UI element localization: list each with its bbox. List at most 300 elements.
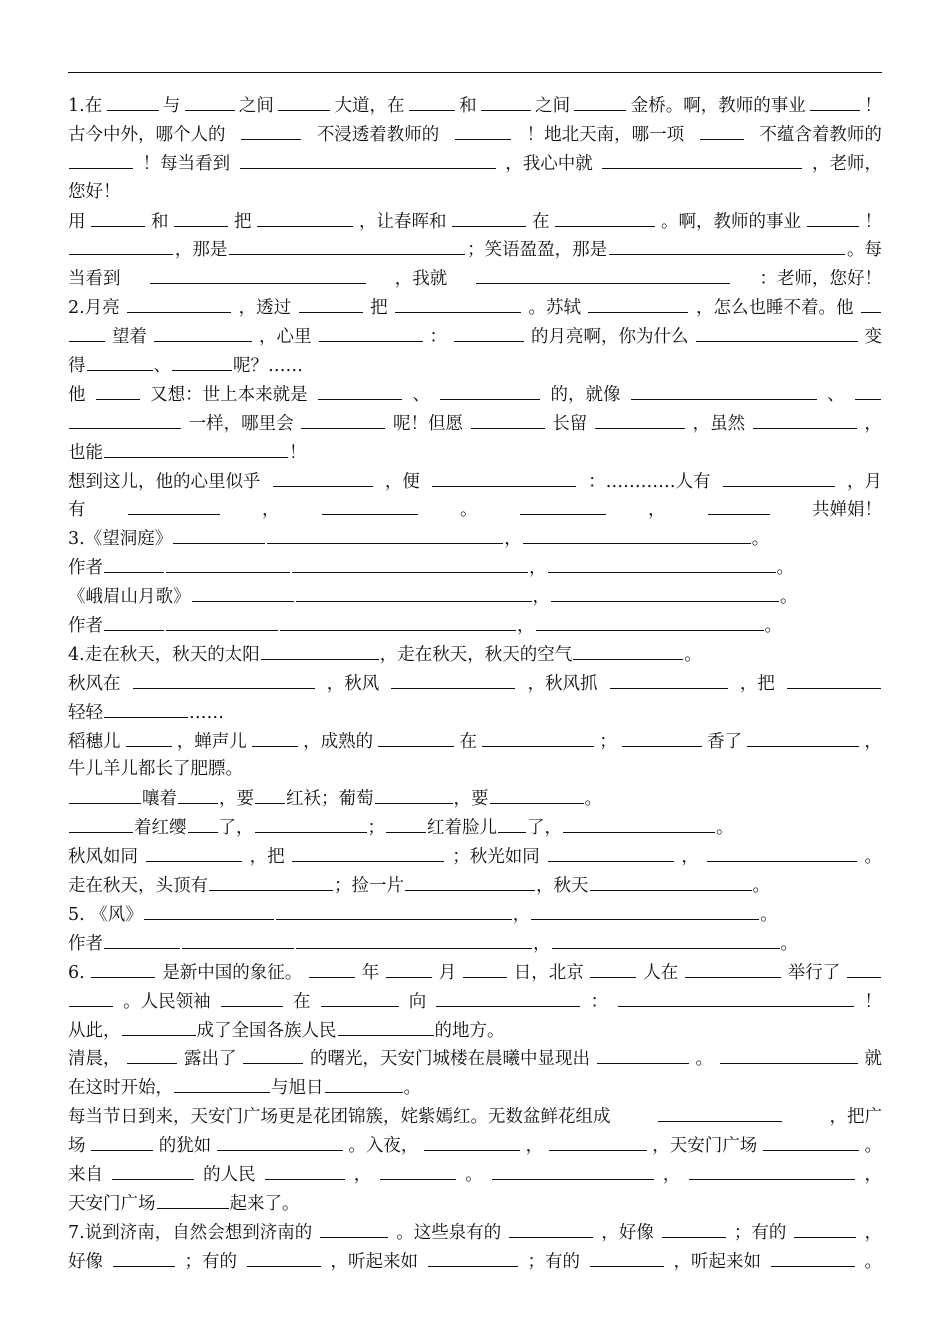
fill-in-blank[interactable]	[428, 1247, 518, 1267]
fill-in-blank[interactable]	[192, 582, 294, 602]
line-text: 。入夜，	[348, 1136, 419, 1157]
fill-in-blank[interactable]	[104, 929, 180, 949]
fill-in-blank[interactable]	[188, 813, 218, 833]
fill-in-blank[interactable]	[128, 495, 220, 515]
line-text: 。	[460, 500, 478, 521]
line-text: ，蝉声儿	[176, 731, 247, 752]
line-text: 望着	[112, 327, 147, 348]
worksheet-line	[68, 640, 882, 669]
line-text: ，走在秋天，秋天的空气	[379, 644, 573, 665]
fill-in-blank[interactable]	[104, 698, 188, 718]
fill-in-blank[interactable]	[221, 987, 283, 1007]
line-text: 。	[684, 644, 702, 665]
line-text: 就	[864, 1049, 882, 1070]
line-text: 也能	[68, 442, 103, 463]
line-text: 。	[403, 1078, 421, 1099]
line-text: 。	[695, 1049, 713, 1070]
fill-in-blank[interactable]	[520, 495, 606, 515]
worksheet-line	[68, 293, 882, 322]
fill-in-blank[interactable]	[424, 1131, 520, 1151]
line-text: 。	[864, 847, 882, 868]
line-text: 在	[532, 211, 550, 232]
fill-in-blank[interactable]	[531, 900, 759, 920]
fill-in-blank[interactable]	[255, 784, 285, 804]
fill-in-blank[interactable]	[144, 900, 274, 920]
line-text: ，	[662, 1164, 681, 1185]
fill-in-blank[interactable]	[174, 207, 228, 227]
line-text: ，把	[249, 847, 285, 868]
line-text: 。	[465, 1164, 483, 1185]
fill-in-blank[interactable]	[747, 727, 859, 747]
fill-in-blank[interactable]	[490, 784, 584, 804]
line-text: 作者	[68, 616, 103, 637]
worksheet-line	[68, 178, 882, 207]
fill-in-blank[interactable]	[172, 351, 232, 371]
line-text: 一样，哪里会	[188, 413, 294, 434]
fill-in-blank[interactable]	[476, 264, 730, 284]
worksheet-line	[68, 438, 882, 467]
line-text: 和	[459, 96, 477, 116]
fill-in-blank[interactable]	[555, 207, 655, 227]
line-text: ，	[864, 1164, 882, 1185]
line-text: 着红缨	[134, 818, 187, 839]
fill-in-blank[interactable]	[104, 438, 288, 458]
fill-in-blank[interactable]	[685, 958, 781, 978]
line-text: 。	[780, 587, 798, 608]
line-text: 。这些泉有的	[396, 1222, 502, 1243]
fill-in-blank[interactable]	[252, 727, 298, 747]
line-text: 作者	[68, 933, 103, 954]
fill-in-blank[interactable]	[69, 813, 133, 833]
fill-in-blank[interactable]	[255, 813, 367, 833]
fill-in-blank[interactable]	[166, 611, 278, 631]
fill-in-blank[interactable]	[375, 784, 453, 804]
line-text: 的曙光，天安门城楼在晨曦中显现出	[310, 1049, 590, 1070]
line-text: 举行了	[787, 962, 841, 983]
line-text: 稻穗儿	[68, 731, 121, 752]
fill-in-blank[interactable]	[631, 380, 817, 400]
fill-in-blank[interactable]	[122, 1016, 196, 1036]
line-text: 在	[292, 991, 311, 1012]
line-text: 日，北京	[513, 962, 584, 983]
worksheet-line	[68, 929, 882, 958]
fill-in-blank[interactable]	[240, 149, 496, 169]
line-text: ，好像	[601, 1222, 654, 1243]
line-text: ，心里	[259, 327, 312, 348]
fill-in-blank[interactable]	[588, 293, 688, 313]
line-text: 来自	[68, 1164, 103, 1185]
fill-in-blank[interactable]	[771, 1247, 855, 1267]
line-text: ，	[512, 904, 531, 925]
line-text: ，	[532, 587, 550, 608]
fill-in-blank[interactable]	[301, 409, 385, 429]
line-text: 、	[827, 384, 845, 405]
fill-in-blank[interactable]	[436, 987, 580, 1007]
line-text: ！地北天南，哪一项	[526, 124, 685, 145]
fill-in-blank[interactable]	[807, 207, 859, 227]
worksheet-line	[68, 842, 882, 871]
line-text: 作者	[68, 558, 103, 579]
fill-in-blank[interactable]	[154, 322, 252, 342]
worksheet-line	[68, 1102, 882, 1131]
line-text: 您好！	[68, 181, 121, 202]
fill-in-blank[interactable]	[126, 727, 172, 747]
fill-in-blank[interactable]	[146, 842, 242, 862]
fill-in-blank[interactable]	[209, 871, 333, 891]
fill-in-blank[interactable]	[440, 380, 540, 400]
line-text: ，	[864, 413, 882, 434]
line-text: 把	[370, 298, 388, 319]
fill-in-blank[interactable]	[391, 669, 515, 689]
fill-in-blank[interactable]	[243, 1044, 303, 1064]
fill-in-blank[interactable]	[322, 495, 418, 515]
line-text: 在	[459, 731, 477, 752]
fill-in-blank[interactable]	[498, 813, 526, 833]
line-text: ，	[525, 1136, 544, 1157]
line-text: 清晨，	[68, 1049, 121, 1070]
fill-in-blank[interactable]	[321, 987, 399, 1007]
fill-in-blank[interactable]	[309, 958, 355, 978]
line-text: 5. 《风》	[68, 904, 143, 925]
line-text: 。	[864, 1136, 882, 1157]
line-text: ，要	[453, 789, 489, 810]
line-text: ；有的	[527, 1251, 580, 1272]
line-text: ；	[599, 731, 617, 752]
line-text: 把	[234, 211, 252, 232]
fill-in-blank[interactable]	[273, 467, 373, 487]
fill-in-blank[interactable]	[69, 149, 133, 169]
fill-in-blank[interactable]	[689, 1160, 855, 1180]
line-text: ，听起来如	[673, 1251, 761, 1272]
line-text: 红着脸儿	[427, 818, 497, 839]
fill-in-blank[interactable]	[174, 1073, 270, 1093]
line-text: 从此，	[68, 1020, 121, 1041]
fill-in-blank[interactable]	[610, 669, 728, 689]
line-text: 是新中国的象征。	[162, 962, 303, 983]
fill-in-blank[interactable]	[386, 813, 426, 833]
line-text: 不蕴含着教师的	[759, 124, 882, 145]
worksheet-line	[68, 1218, 882, 1247]
worksheet-line	[68, 120, 882, 149]
fill-in-blank[interactable]	[150, 264, 366, 284]
fill-in-blank[interactable]	[217, 1131, 343, 1151]
header-rule	[68, 72, 882, 73]
fill-in-blank[interactable]	[267, 524, 503, 544]
line-text: 与	[162, 96, 181, 116]
line-text: 和	[151, 211, 169, 232]
line-text: 的月亮啊，你为什么	[531, 327, 689, 348]
fill-in-blank[interactable]	[69, 987, 113, 1007]
fill-in-blank[interactable]	[296, 582, 532, 602]
fill-in-blank[interactable]	[855, 380, 881, 400]
worksheet-line	[68, 582, 882, 611]
line-text: 的地方。	[434, 1020, 505, 1041]
fill-in-blank[interactable]	[292, 553, 528, 573]
line-text: 。苏轼	[528, 298, 582, 319]
fill-in-blank[interactable]	[597, 1044, 689, 1064]
line-text: ！	[864, 96, 882, 116]
line-text: 变	[864, 327, 882, 348]
line-text: 露出了	[184, 1049, 237, 1070]
line-text: ，把广	[829, 1107, 882, 1128]
line-text: ：	[429, 327, 447, 348]
line-text: ，要	[219, 789, 254, 810]
line-text: 。啊，教师的事业	[661, 211, 801, 232]
fill-in-blank[interactable]	[276, 900, 512, 920]
worksheet-line	[68, 987, 882, 1016]
fill-in-blank[interactable]	[696, 322, 858, 342]
fill-in-blank[interactable]	[482, 727, 594, 747]
line-text: ；有的	[184, 1251, 237, 1272]
fill-in-blank[interactable]	[409, 91, 455, 111]
fill-in-blank[interactable]	[455, 120, 511, 140]
line-text: 又想：世上本来就是	[150, 384, 308, 405]
line-text: 秋风在	[68, 673, 121, 694]
fill-in-blank[interactable]	[763, 1131, 859, 1151]
line-text: ，怎么也睡不着。他	[695, 298, 854, 319]
line-text: 了，	[218, 818, 254, 839]
worksheet-line	[68, 322, 882, 351]
fill-in-blank[interactable]	[96, 380, 140, 400]
worksheet-line	[68, 1160, 882, 1189]
fill-in-blank[interactable]	[492, 1160, 654, 1180]
fill-in-blank[interactable]	[69, 784, 141, 804]
fill-in-blank[interactable]	[452, 207, 526, 227]
worksheet-line	[68, 524, 882, 553]
line-text: 秋风如同	[68, 847, 138, 868]
line-text: ，	[533, 933, 551, 954]
fill-in-blank[interactable]	[700, 120, 744, 140]
fill-in-blank[interactable]	[91, 207, 145, 227]
line-text: ，透过	[238, 298, 292, 319]
fill-in-blank[interactable]	[69, 322, 105, 342]
fill-in-blank[interactable]	[107, 91, 159, 111]
line-text: ，	[648, 500, 666, 521]
line-text: 共婵娟！	[812, 500, 882, 521]
worksheet-line	[68, 1189, 882, 1218]
fill-in-blank[interactable]	[113, 1247, 175, 1267]
fill-in-blank[interactable]	[319, 322, 423, 342]
line-text: 的人民	[203, 1164, 256, 1185]
fill-in-blank[interactable]	[707, 842, 857, 862]
fill-in-blank[interactable]	[509, 1218, 593, 1238]
fill-in-blank[interactable]	[720, 1044, 858, 1064]
line-text: 他	[68, 384, 86, 405]
fill-in-blank[interactable]	[178, 784, 218, 804]
fill-in-blank[interactable]	[182, 929, 294, 949]
line-text: 、	[153, 356, 171, 377]
fill-in-blank[interactable]	[574, 91, 626, 111]
fill-in-blank[interactable]	[157, 1189, 229, 1209]
fill-in-blank[interactable]	[280, 611, 516, 631]
fill-in-blank[interactable]	[278, 91, 330, 111]
line-text: ，秋风	[326, 673, 380, 694]
line-text: 的犹如	[158, 1136, 212, 1157]
fill-in-blank[interactable]	[127, 1044, 177, 1064]
line-text: 。	[584, 789, 602, 810]
fill-in-blank[interactable]	[590, 871, 752, 891]
fill-in-blank[interactable]	[753, 409, 857, 429]
fill-in-blank[interactable]	[723, 467, 835, 487]
worksheet-line	[68, 495, 882, 524]
fill-in-blank[interactable]	[471, 409, 545, 429]
line-text: ，把	[739, 673, 775, 694]
fill-in-blank[interactable]	[338, 1016, 434, 1036]
fill-in-blank[interactable]	[104, 553, 164, 573]
worksheet-line	[68, 1073, 882, 1102]
line-text: 天安门广场	[68, 1193, 156, 1214]
worksheet-line	[68, 900, 882, 929]
line-text: 走在秋天，头顶有	[68, 876, 208, 897]
worksheet-line	[68, 727, 882, 756]
fill-in-blank[interactable]	[622, 727, 702, 747]
fill-in-blank[interactable]	[595, 409, 685, 429]
line-text: 了，	[527, 818, 562, 839]
line-text: ，听起来如	[330, 1251, 418, 1272]
line-text: 当看到	[68, 269, 121, 290]
fill-in-blank[interactable]	[602, 149, 802, 169]
line-text: ！每当看到	[142, 153, 231, 174]
fill-in-blank[interactable]	[658, 1102, 782, 1122]
worksheet-line	[68, 409, 882, 438]
fill-in-blank[interactable]	[87, 351, 153, 371]
fill-in-blank[interactable]	[247, 1247, 321, 1267]
fill-in-blank[interactable]	[320, 1218, 388, 1238]
fill-in-blank[interactable]	[463, 958, 507, 978]
line-text: 成了全国各族人民	[196, 1020, 337, 1041]
fill-in-blank[interactable]	[91, 958, 155, 978]
fill-in-blank[interactable]	[794, 1218, 856, 1238]
fill-in-blank[interactable]	[810, 91, 860, 111]
line-text: ，天安门广场	[652, 1136, 758, 1157]
fill-in-blank[interactable]	[299, 293, 363, 313]
fill-in-blank[interactable]	[861, 293, 881, 313]
fill-in-blank[interactable]	[69, 409, 181, 429]
line-text: ，	[864, 731, 882, 752]
fill-in-blank[interactable]	[590, 958, 636, 978]
fill-in-blank[interactable]	[787, 669, 881, 689]
worksheet-line	[68, 1131, 882, 1160]
fill-in-blank[interactable]	[405, 871, 535, 891]
fill-in-blank[interactable]	[378, 727, 454, 747]
line-text: ，秋风抓	[527, 673, 598, 694]
line-text: ，我心中就	[505, 153, 593, 174]
line-text: 。	[764, 616, 782, 637]
fill-in-blank[interactable]	[265, 1160, 345, 1180]
line-text: ！	[289, 442, 307, 463]
fill-in-blank[interactable]	[549, 1131, 647, 1151]
worksheet-line	[68, 698, 882, 727]
fill-in-blank[interactable]	[112, 1160, 194, 1180]
fill-in-blank[interactable]	[847, 958, 881, 978]
fill-in-blank[interactable]	[133, 669, 315, 689]
fill-in-blank[interactable]	[563, 813, 715, 833]
line-text: 嚷着	[142, 789, 177, 810]
line-text: 香了	[707, 731, 743, 752]
fill-in-blank[interactable]	[609, 235, 845, 255]
fill-in-blank[interactable]	[166, 553, 290, 573]
fill-in-blank[interactable]	[551, 582, 779, 602]
worksheet-line	[68, 1247, 882, 1276]
line-text: 向	[408, 991, 427, 1012]
line-text: 想到这儿，他的心里似乎	[68, 471, 261, 492]
line-text: 人在	[643, 962, 679, 983]
line-text: 不浸透着教师的	[316, 124, 440, 145]
fill-in-blank[interactable]	[91, 1131, 153, 1151]
line-text: ；	[367, 818, 385, 839]
line-text: ，我就	[394, 269, 448, 290]
fill-in-blank[interactable]	[257, 207, 353, 227]
line-text: ，月	[846, 471, 882, 492]
fill-in-blank[interactable]	[548, 553, 776, 573]
line-text: ，	[517, 616, 535, 637]
fill-in-blank[interactable]	[523, 524, 751, 544]
fill-in-blank[interactable]	[395, 293, 521, 313]
fill-in-blank[interactable]	[229, 235, 465, 255]
fill-in-blank[interactable]	[552, 929, 780, 949]
fill-in-blank[interactable]	[241, 120, 301, 140]
fill-in-blank[interactable]	[104, 611, 164, 631]
worksheet-line	[68, 553, 882, 582]
line-text: 6.	[68, 962, 85, 983]
worksheet-line	[68, 611, 882, 640]
line-text: ：老师，您好！	[759, 269, 882, 290]
line-text: 3.《望洞庭》	[68, 529, 173, 550]
fill-in-blank[interactable]	[380, 1160, 456, 1180]
line-text: ，那是	[174, 240, 228, 261]
fill-in-blank[interactable]	[454, 322, 524, 342]
fill-in-blank[interactable]	[318, 380, 402, 400]
line-text: 长留	[552, 413, 588, 434]
fill-in-blank[interactable]	[261, 640, 379, 660]
line-text: 每当节日到来，天安门广场更是花团锦簇，姹紫嫣红。无数盆鲜花组成	[68, 1107, 611, 1128]
fill-in-blank[interactable]	[386, 958, 432, 978]
fill-in-blank[interactable]	[185, 91, 235, 111]
fill-in-blank[interactable]	[708, 495, 770, 515]
line-text: 。	[776, 558, 794, 579]
line-text: 。	[716, 818, 734, 839]
fill-in-blank[interactable]	[481, 91, 531, 111]
line-text: 4.走在秋天，秋天的太阳	[68, 644, 260, 665]
fill-in-blank[interactable]	[127, 293, 231, 313]
fill-in-blank[interactable]	[590, 1247, 664, 1267]
fill-in-blank[interactable]	[618, 987, 854, 1007]
fill-in-blank[interactable]	[325, 1073, 403, 1093]
fill-in-blank[interactable]	[536, 611, 764, 631]
fill-in-blank[interactable]	[292, 842, 444, 862]
line-text: 呢！但愿	[392, 413, 463, 434]
line-text: 大道，在	[334, 96, 405, 116]
line-text: 的，就像	[550, 384, 621, 405]
worksheet-line	[68, 207, 882, 236]
fill-in-blank[interactable]	[173, 524, 265, 544]
fill-in-blank[interactable]	[548, 842, 674, 862]
fill-in-blank[interactable]	[573, 640, 683, 660]
line-text: ；秋光如同	[452, 847, 540, 868]
line-text: 。	[760, 904, 778, 925]
line-text: 好像	[68, 1251, 103, 1272]
line-text: ，	[864, 1222, 882, 1243]
line-text: 、	[412, 384, 430, 405]
line-text: ：	[590, 991, 609, 1012]
fill-in-blank[interactable]	[432, 467, 576, 487]
fill-in-blank[interactable]	[662, 1218, 726, 1238]
fill-in-blank[interactable]	[296, 929, 532, 949]
line-text: 。人民领袖	[123, 991, 211, 1012]
worksheet-line	[68, 91, 882, 120]
line-text: 之间	[238, 96, 274, 116]
fill-in-blank[interactable]	[69, 235, 173, 255]
